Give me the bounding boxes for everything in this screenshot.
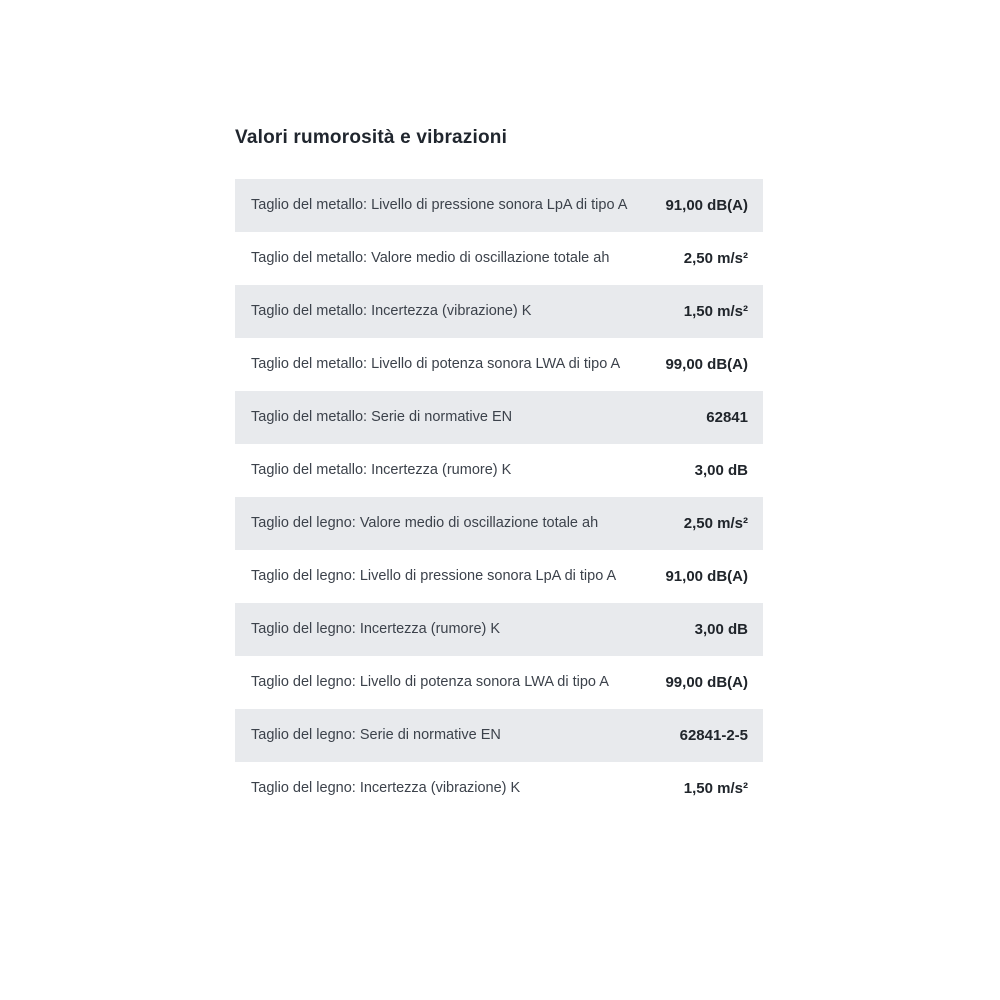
spec-value: 1,50 m/s² xyxy=(683,303,748,320)
noise-vibration-section xyxy=(235,127,763,815)
spec-value: 1,50 m/s² xyxy=(683,780,748,797)
table-row xyxy=(235,232,763,285)
spec-value: 91,00 dB(A) xyxy=(665,568,748,585)
table-row xyxy=(235,762,763,815)
table-row xyxy=(235,338,763,391)
spec-value: 99,00 dB(A) xyxy=(665,356,748,373)
spec-value: 91,00 dB(A) xyxy=(665,197,748,214)
table-row xyxy=(235,391,763,444)
spec-label: Taglio del metallo: Incertezza (vibrazione) K xyxy=(251,303,532,319)
table-row xyxy=(235,497,763,550)
spec-value: 2,50 m/s² xyxy=(683,250,748,267)
table-row xyxy=(235,285,763,338)
table-row xyxy=(235,709,763,762)
spec-label: Taglio del metallo: Valore medio di oscillazione totale ah xyxy=(251,250,610,266)
spec-value: 62841 xyxy=(706,409,748,426)
spec-label: Taglio del legno: Serie di normative EN xyxy=(251,727,501,743)
spec-label: Taglio del legno: Livello di potenza sonora LWA di tipo A xyxy=(251,674,609,690)
spec-value: 99,00 dB(A) xyxy=(665,674,748,691)
spec-label: Taglio del metallo: Livello di pressione sonora LpA di tipo A xyxy=(251,197,628,213)
spec-table xyxy=(235,179,763,815)
spec-value: 3,00 dB xyxy=(694,621,748,638)
spec-label: Taglio del legno: Incertezza (rumore) K xyxy=(251,621,501,637)
table-row xyxy=(235,444,763,497)
spec-value: 2,50 m/s² xyxy=(683,515,748,532)
spec-label: Taglio del legno: Incertezza (vibrazione) K xyxy=(251,780,521,796)
table-row xyxy=(235,656,763,709)
table-row xyxy=(235,550,763,603)
spec-label: Taglio del metallo: Incertezza (rumore) K xyxy=(251,462,512,478)
spec-value: 3,00 dB xyxy=(694,462,748,479)
spec-label: Taglio del legno: Valore medio di oscillazione totale ah xyxy=(251,515,599,531)
spec-label: Taglio del metallo: Livello di potenza sonora LWA di tipo A xyxy=(251,356,621,372)
table-row xyxy=(235,603,763,656)
section-title: Valori rumorosità e vibrazioni xyxy=(235,127,508,148)
spec-value: 62841-2-5 xyxy=(679,727,748,744)
table-row xyxy=(235,179,763,232)
spec-label: Taglio del metallo: Serie di normative EN xyxy=(251,409,513,425)
spec-label: Taglio del legno: Livello di pressione sonora LpA di tipo A xyxy=(251,568,617,584)
